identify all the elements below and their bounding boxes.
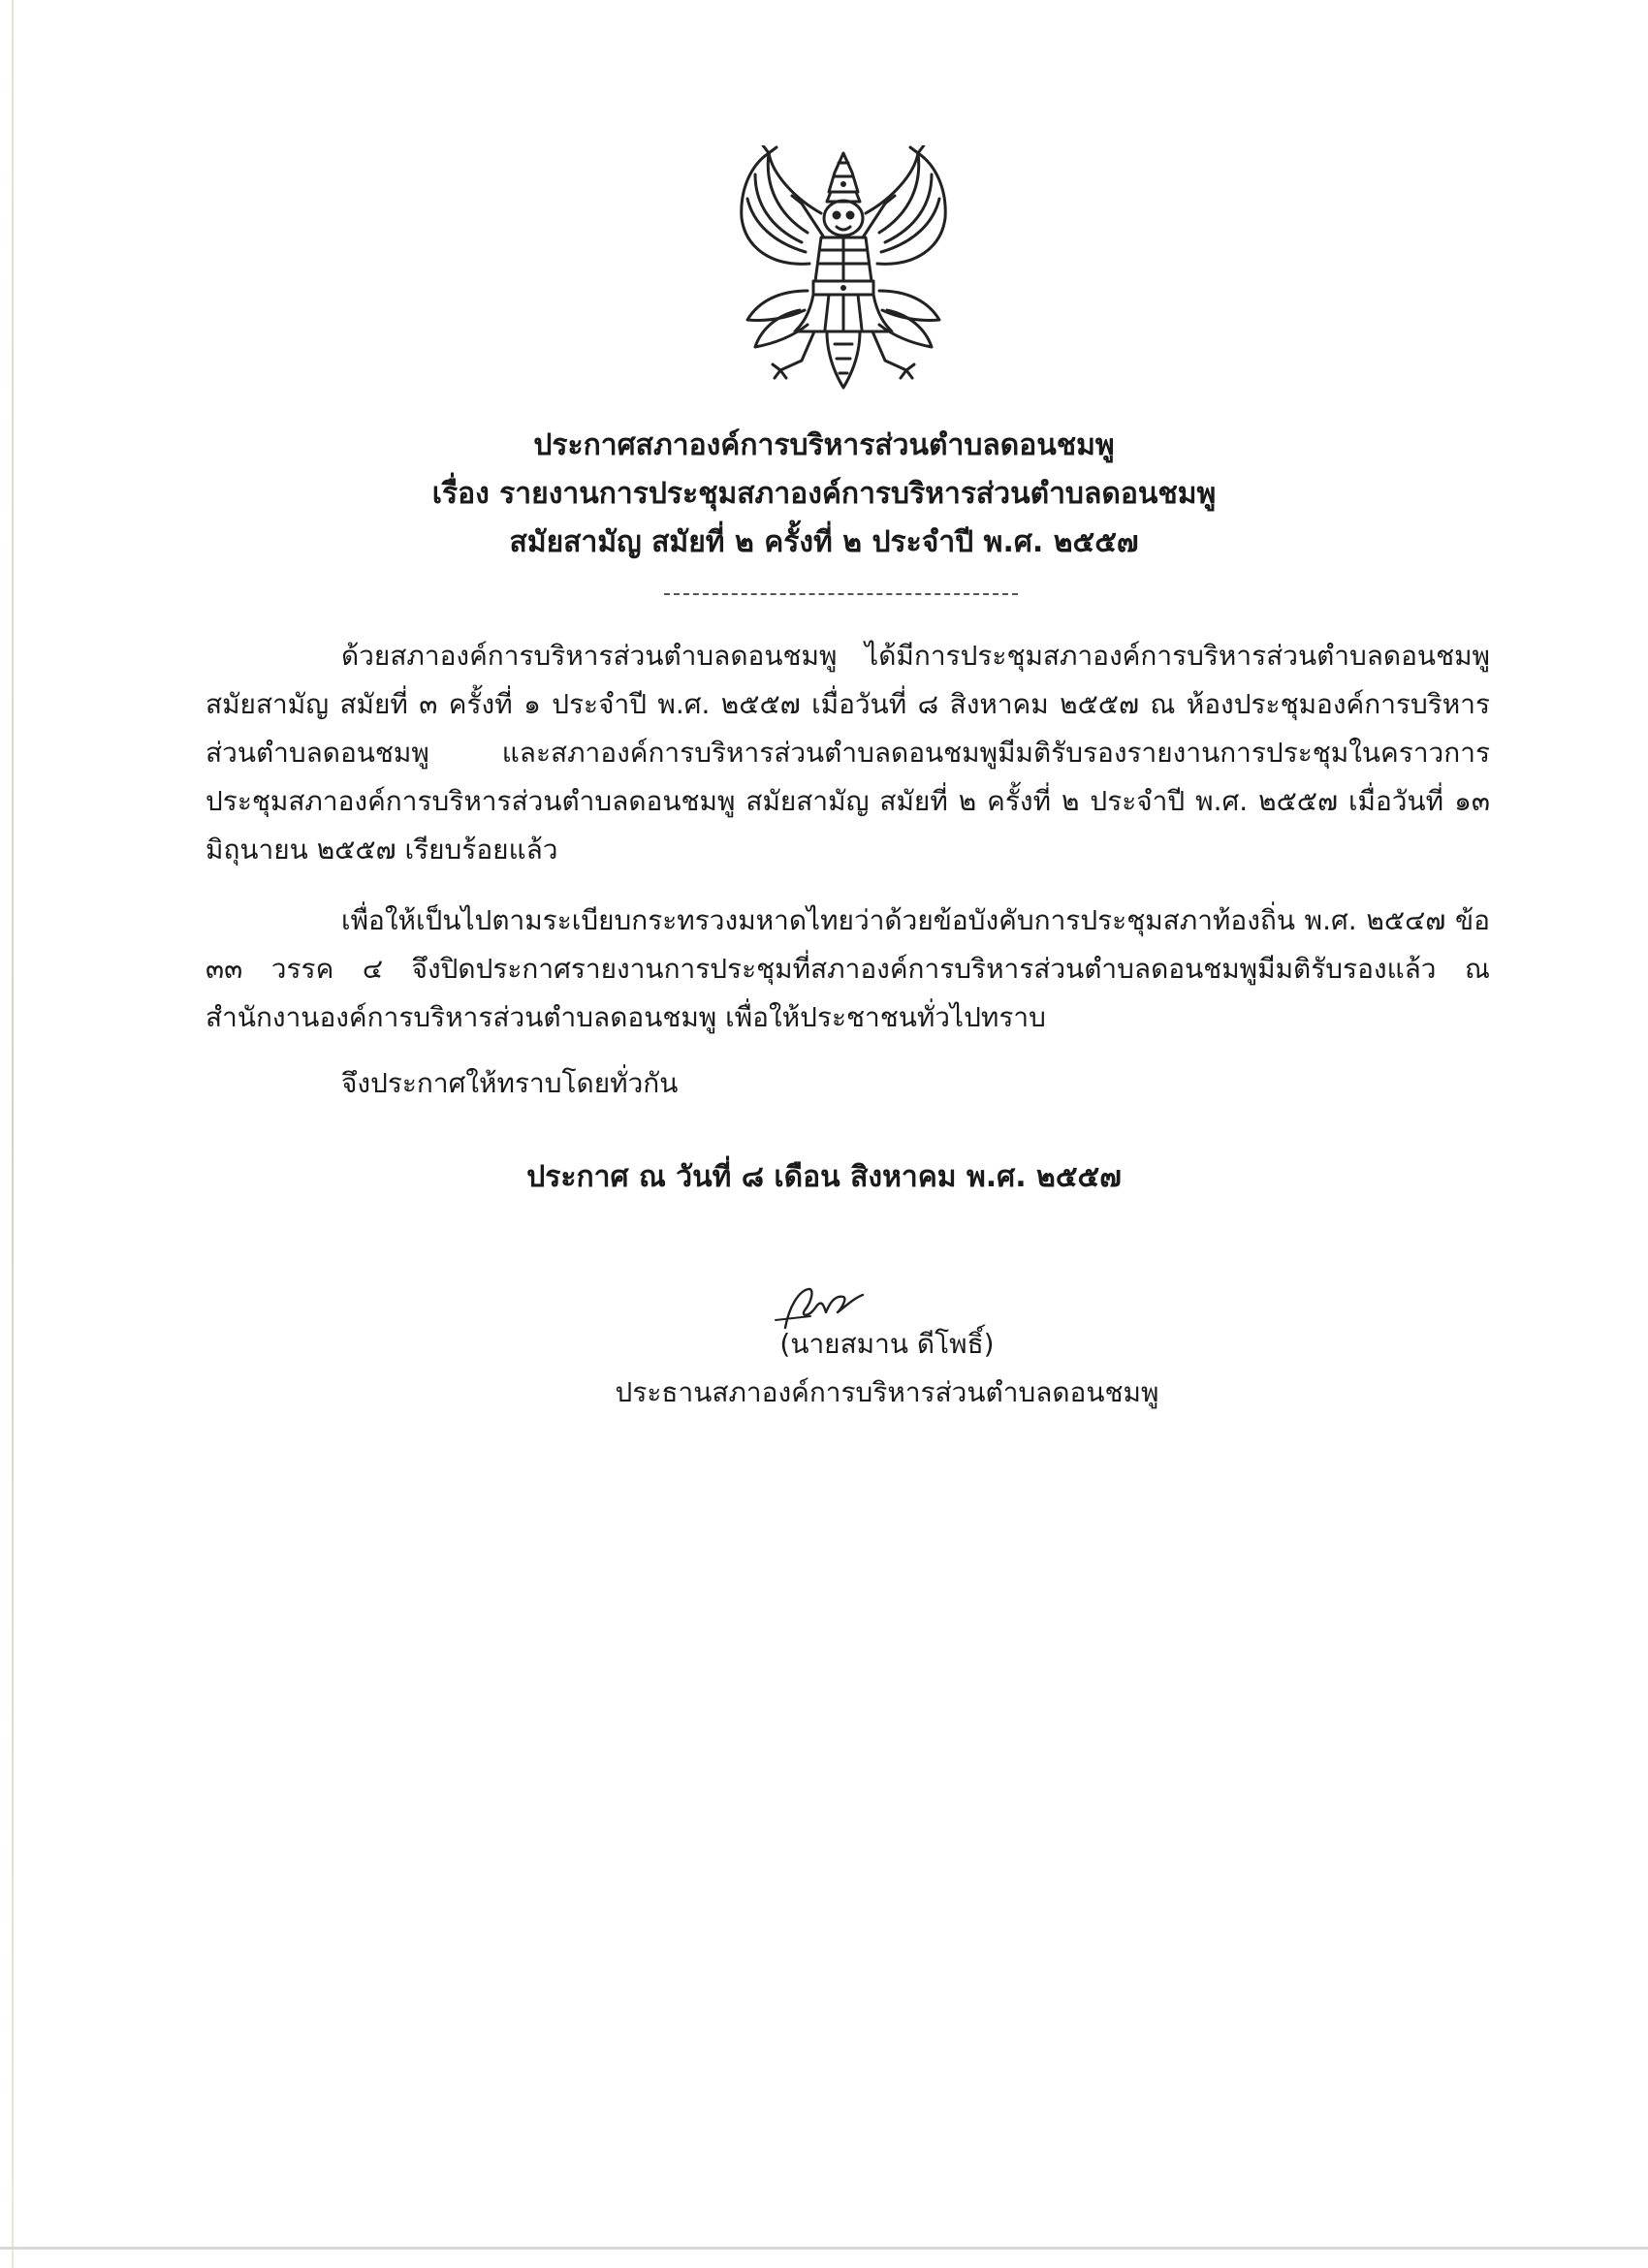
- garuda-emblem-icon: [713, 145, 974, 393]
- body-paragraph-2: เพื่อให้เป็นไปตามระเบียบกระทรวงมหาดไทยว่าด้วยข้อบังคับการประชุมสภาท้องถิ่น พ.ศ. ๒๕๔๗ ข้อ ๓๓ วรรค ๔ จึงปิดประกาศรายงานการประชุมที่สภาองค์การบริหารส่วนตำบลดอนชมพูมีมติรับรองแล้ว ณ สำนักงานองค์การบริหารส่วนตำบลดอนชมพู เพื่อให้ประชาชนทั่วไปทราบ: [206, 904, 1490, 1033]
- announcement-title: [0, 422, 1648, 567]
- signer-position: ประธานสภาองค์การบริหารส่วนตำบลดอนชมพู: [615, 1376, 1159, 1408]
- proclamation-date: ประกาศ ณ วันที่ ๘ เดือน สิงหาคม พ.ศ. ๒๕๕๗: [526, 1160, 1122, 1194]
- scan-bottom-edge: [0, 2247, 1648, 2250]
- body-paragraph-1: ด้วยสภาองค์การบริหารส่วนตำบลดอนชมพู ได้มีการประชุมสภาองค์การบริหารส่วนตำบลดอนชมพู สมัยสามัญ สมัยที่ ๓ ครั้งที่ ๑ ประจำปี พ.ศ. ๒๕๕๗ เมื่อวันที่ ๘ สิงหาคม ๒๕๕๗ ณ ห้องประชุมองค์การบริหารส่วนตำบลดอนชมพู และสภาองค์การบริหารส่วนตำบลดอนชมพูมีมติรับรองรายงานการประชุมในคราวการประชุมสภาองค์การบริหารส่วนตำบลดอนชมพู สมัยสามัญ สมัยที่ ๒ ครั้งที่ ๒ ประจำปี พ.ศ. ๒๕๕๗ เมื่อวันที่ ๑๓ มิถุนายน ๒๕๕๗ เรียบร้อยแล้ว: [206, 640, 1490, 866]
- body-paragraph-3: จึงประกาศให้ทราบโดยทั่วกัน: [341, 1067, 679, 1099]
- title-line-2: เรื่อง รายงานการประชุมสภาองค์การบริหารส่วนตำบลดอนชมพู: [431, 477, 1217, 511]
- scan-left-edge: [12, 0, 14, 2268]
- title-line-3: สมัยสามัญ สมัยที่ ๒ ครั้งที่ ๒ ประจำปี พ.ศ. ๒๕๕๗: [509, 525, 1139, 559]
- signer-name: (นายสมาน ดีโพธิ์): [779, 1328, 995, 1360]
- title-divider: [664, 593, 1018, 595]
- title-line-1: ประกาศสภาองค์การบริหารส่วนตำบลดอนชมพู: [533, 428, 1115, 462]
